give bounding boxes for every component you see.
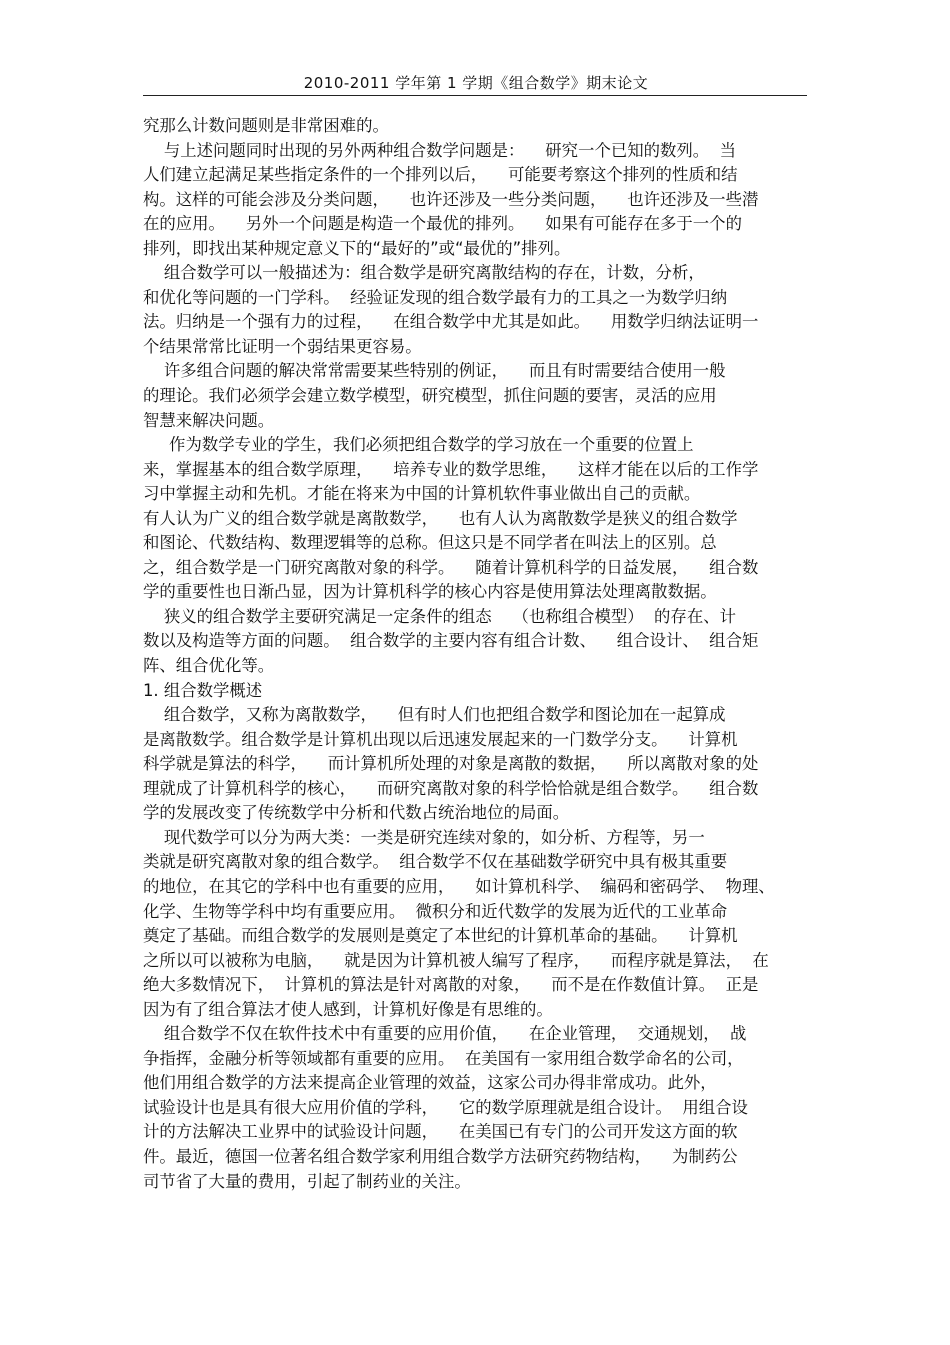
text-line: 数以及构造等方面的问题。 组合数学的主要内容有组合计数、 组合设计、 组合矩 (143, 631, 759, 651)
section-heading: 1. 组合数学概述 (143, 680, 263, 700)
text-line: 现代数学可以分为两大类：一类是研究连续对象的，如分析、方程等，另一 (143, 827, 705, 847)
text-line: 试验设计也是具有很大应用价值的学科， 它的数学原理就是组合设计。 用组合设 (143, 1097, 748, 1117)
text-line: 狭义的组合数学主要研究满足一定条件的组态 （也称组合模型） 的存在、计 (143, 606, 736, 626)
text-line: 组合数学不仅在软件技术中有重要的应用价值， 在企业管理， 交通规划， 战 (143, 1024, 747, 1044)
text-line: 排列，即找出某种规定意义下的“最好的”或“最优的”排列。 (143, 238, 571, 258)
text-line: 理就成了计算机科学的核心， 而研究离散对象的科学恰恰就是组合数学。 组合数 (143, 778, 759, 798)
text-line: 司节省了大量的费用，引起了制药业的关注。 (143, 1171, 471, 1191)
text-line: 在的应用。 另外一个问题是构造一个最优的排列。 如果有可能存在多于一个的 (143, 214, 742, 234)
text-line: 构。这样的可能会涉及分类问题， 也许还涉及一些分类问题， 也许还涉及一些潜 (143, 189, 759, 209)
text-line: 个结果常常比证明一个弱结果更容易。 (143, 336, 422, 356)
text-line: 奠定了基础。而组合数学的发展则是奠定了本世纪的计算机革命的基础。 计算机 (143, 926, 738, 946)
text-line: 组合数学，又称为离散数学， 但有时人们也把组合数学和图论加在一起算成 (143, 705, 726, 725)
text-line: 有人认为广义的组合数学就是离散数学， 也有人认为离散数学是狭义的组合数学 (143, 508, 738, 528)
text-line: 之，组合数学是一门研究离散对象的科学。 随着计算机科学的日益发展， 组合数 (143, 557, 759, 577)
text-line: 因为有了组合算法才使人感到，计算机好像是有思维的。 (143, 999, 553, 1019)
text-line: 件。最近，德国一位著名组合数学家利用组合数学方法研究药物结构， 为制药公 (143, 1146, 738, 1166)
text-line: 他们用组合数学的方法来提高企业管理的效益，这家公司办得非常成功。此外， (143, 1073, 717, 1093)
text-line: 计的方法解决工业界中的试验设计问题， 在美国已有专门的公司开发这方面的软 (143, 1122, 738, 1142)
text-line: 究那么计数问题则是非常困难的。 (143, 116, 389, 135)
text-line: 来，掌握基本的组合数学原理， 培养专业的数学思维， 这样才能在以后的工作学 (143, 459, 759, 479)
text-line: 法。归纳是一个强有力的过程， 在组合数学中尤其是如此。 用数学归纳法证明一 (143, 312, 759, 332)
text-line: 科学就是算法的科学， 而计算机所处理的对象是离散的数据， 所以离散对象的处 (143, 754, 759, 774)
text-line: 与上述问题同时出现的另外两种组合数学问题是： 研究一个已知的数列。 当 (143, 140, 736, 160)
text-line: 学的发展改变了传统数学中分析和代数占统治地位的局面。 (143, 803, 570, 823)
text-line: 绝大多数情况下， 计算机的算法是针对离散的对象， 而不是在作数值计算。 正是 (143, 975, 759, 995)
text-line: 是离散数学。组合数学是计算机出现以后迅速发展起来的一门数学分支。 计算机 (143, 729, 738, 749)
text-line: 组合数学可以一般描述为：组合数学是研究离散结构的存在，计数，分析， (143, 263, 705, 283)
text-line: 人们建立起满足某些指定条件的一个排列以后， 可能要考察这个排列的性质和结 (143, 165, 738, 185)
text-line: 习中掌握主动和先机。才能在将来为中国的计算机软件事业做出自己的贡献。 (143, 484, 701, 504)
text-line: 化学、生物等学科中均有重要应用。 微积分和近代数学的发展为近代的工业革命 (143, 901, 728, 921)
text-line: 阵、组合优化等。 (143, 656, 275, 676)
header-rule (143, 95, 807, 96)
text-line: 争指挥，金融分析等领域都有重要的应用。 在美国有一家用组合数学命名的公司， (143, 1048, 744, 1068)
text-line: 类就是研究离散对象的组合数学。 组合数学不仅在基础数学研究中具有极其重要 (143, 852, 728, 872)
text-line: 的理论。我们必须学会建立数学模型，研究模型，抓住问题的要害，灵活的应用 (143, 386, 717, 406)
text-line: 和图论、代数结构、数理逻辑等的总称。但这只是不同学者在叫法上的区别。总 (143, 533, 717, 553)
text-line: 的地位，在其它的学科中也有重要的应用， 如计算机科学、 编码和密码学、 物理、 (143, 876, 775, 896)
text-line: 智慧来解决问题。 (143, 410, 275, 430)
text-line: 和优化等问题的一门学科。 经验证发现的组合数学最有力的工具之一为数学归纳 (143, 287, 728, 307)
text-line: 作为数学专业的学生，我们必须把组合数学的学习放在一个重要的位置上 (143, 435, 694, 455)
text-line: 之所以可以被称为电脑， 就是因为计算机被人编写了程序， 而程序就是算法， 在 (143, 950, 769, 970)
text-line: 学的重要性也日渐凸显，因为计算机科学的核心内容是使用算法处理离散数据。 (143, 582, 717, 602)
document-body (143, 114, 808, 1194)
text-line: 许多组合问题的解决常常需要某些特别的例证， 而且有时需要结合使用一般 (143, 361, 726, 381)
page-header: 2010-2011 学年第 1 学期《组合数学》期末论文 (303, 74, 649, 92)
